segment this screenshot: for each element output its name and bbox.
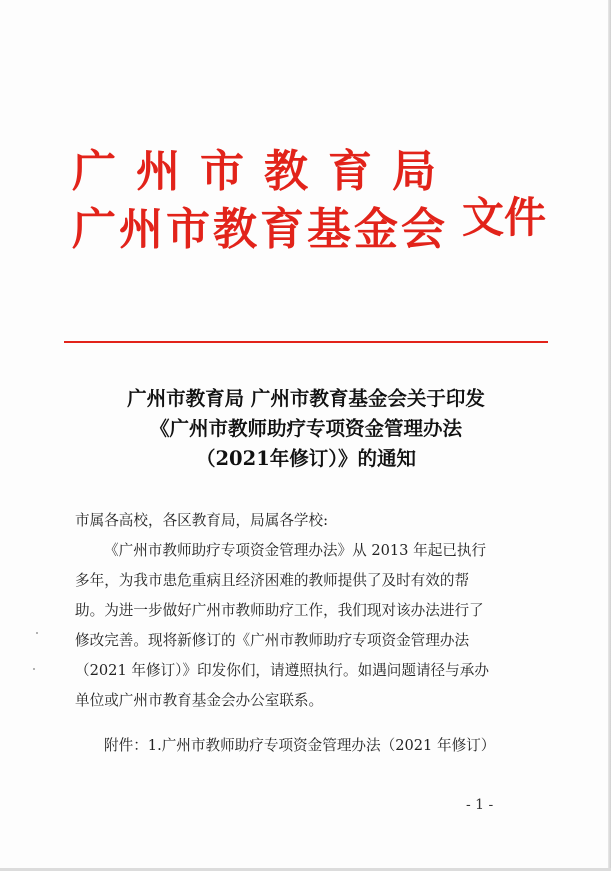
body-line: 单位或广州市教育基金会办公室联系。 <box>75 692 324 709</box>
scan-speck <box>33 668 35 670</box>
body-line: （2021 年修订）》印发你们，请遵照执行。如遇问题请径与承办 <box>75 662 489 679</box>
body-line: 《广州市教师助疗专项资金管理办法》从 2013 年起已执行 <box>104 542 487 559</box>
issuing-authority-header <box>72 146 456 255</box>
title-line-2: 《广州市教师助疗专项资金管理办法 <box>149 417 462 440</box>
body-line: 助。为进一步做好广州市教师助疗工作，我们现对该办法进行了 <box>75 602 484 619</box>
header-line-education-foundation: 广州市教育基金会 <box>72 204 448 255</box>
red-separator-line <box>64 341 548 343</box>
scan-speck <box>36 632 38 634</box>
body-line: 多年，为我市患危重病且经济困难的教师提供了及时有效的帮 <box>75 572 470 589</box>
salutation: 市属各高校，各区教育局，局属各学校: <box>75 512 329 529</box>
document-body <box>75 506 545 716</box>
page-number: - 1 - <box>466 797 494 813</box>
title-line-3: （2021年修订）》的通知 <box>195 447 417 470</box>
title-line-1: 广州市教育局 广州市教育基金会关于印发 <box>127 387 485 410</box>
document-title <box>60 384 552 474</box>
header-line-education-bureau: 广州市教育局 <box>72 146 456 197</box>
header-document-label: 文件 <box>462 193 547 242</box>
body-line: 修改完善。现将新修订的《广州市教师助疗专项资金管理办法 <box>75 632 470 649</box>
attachment-line: 附件：1.广州市教师助疗专项资金管理办法（2021 年修订） <box>104 737 496 754</box>
